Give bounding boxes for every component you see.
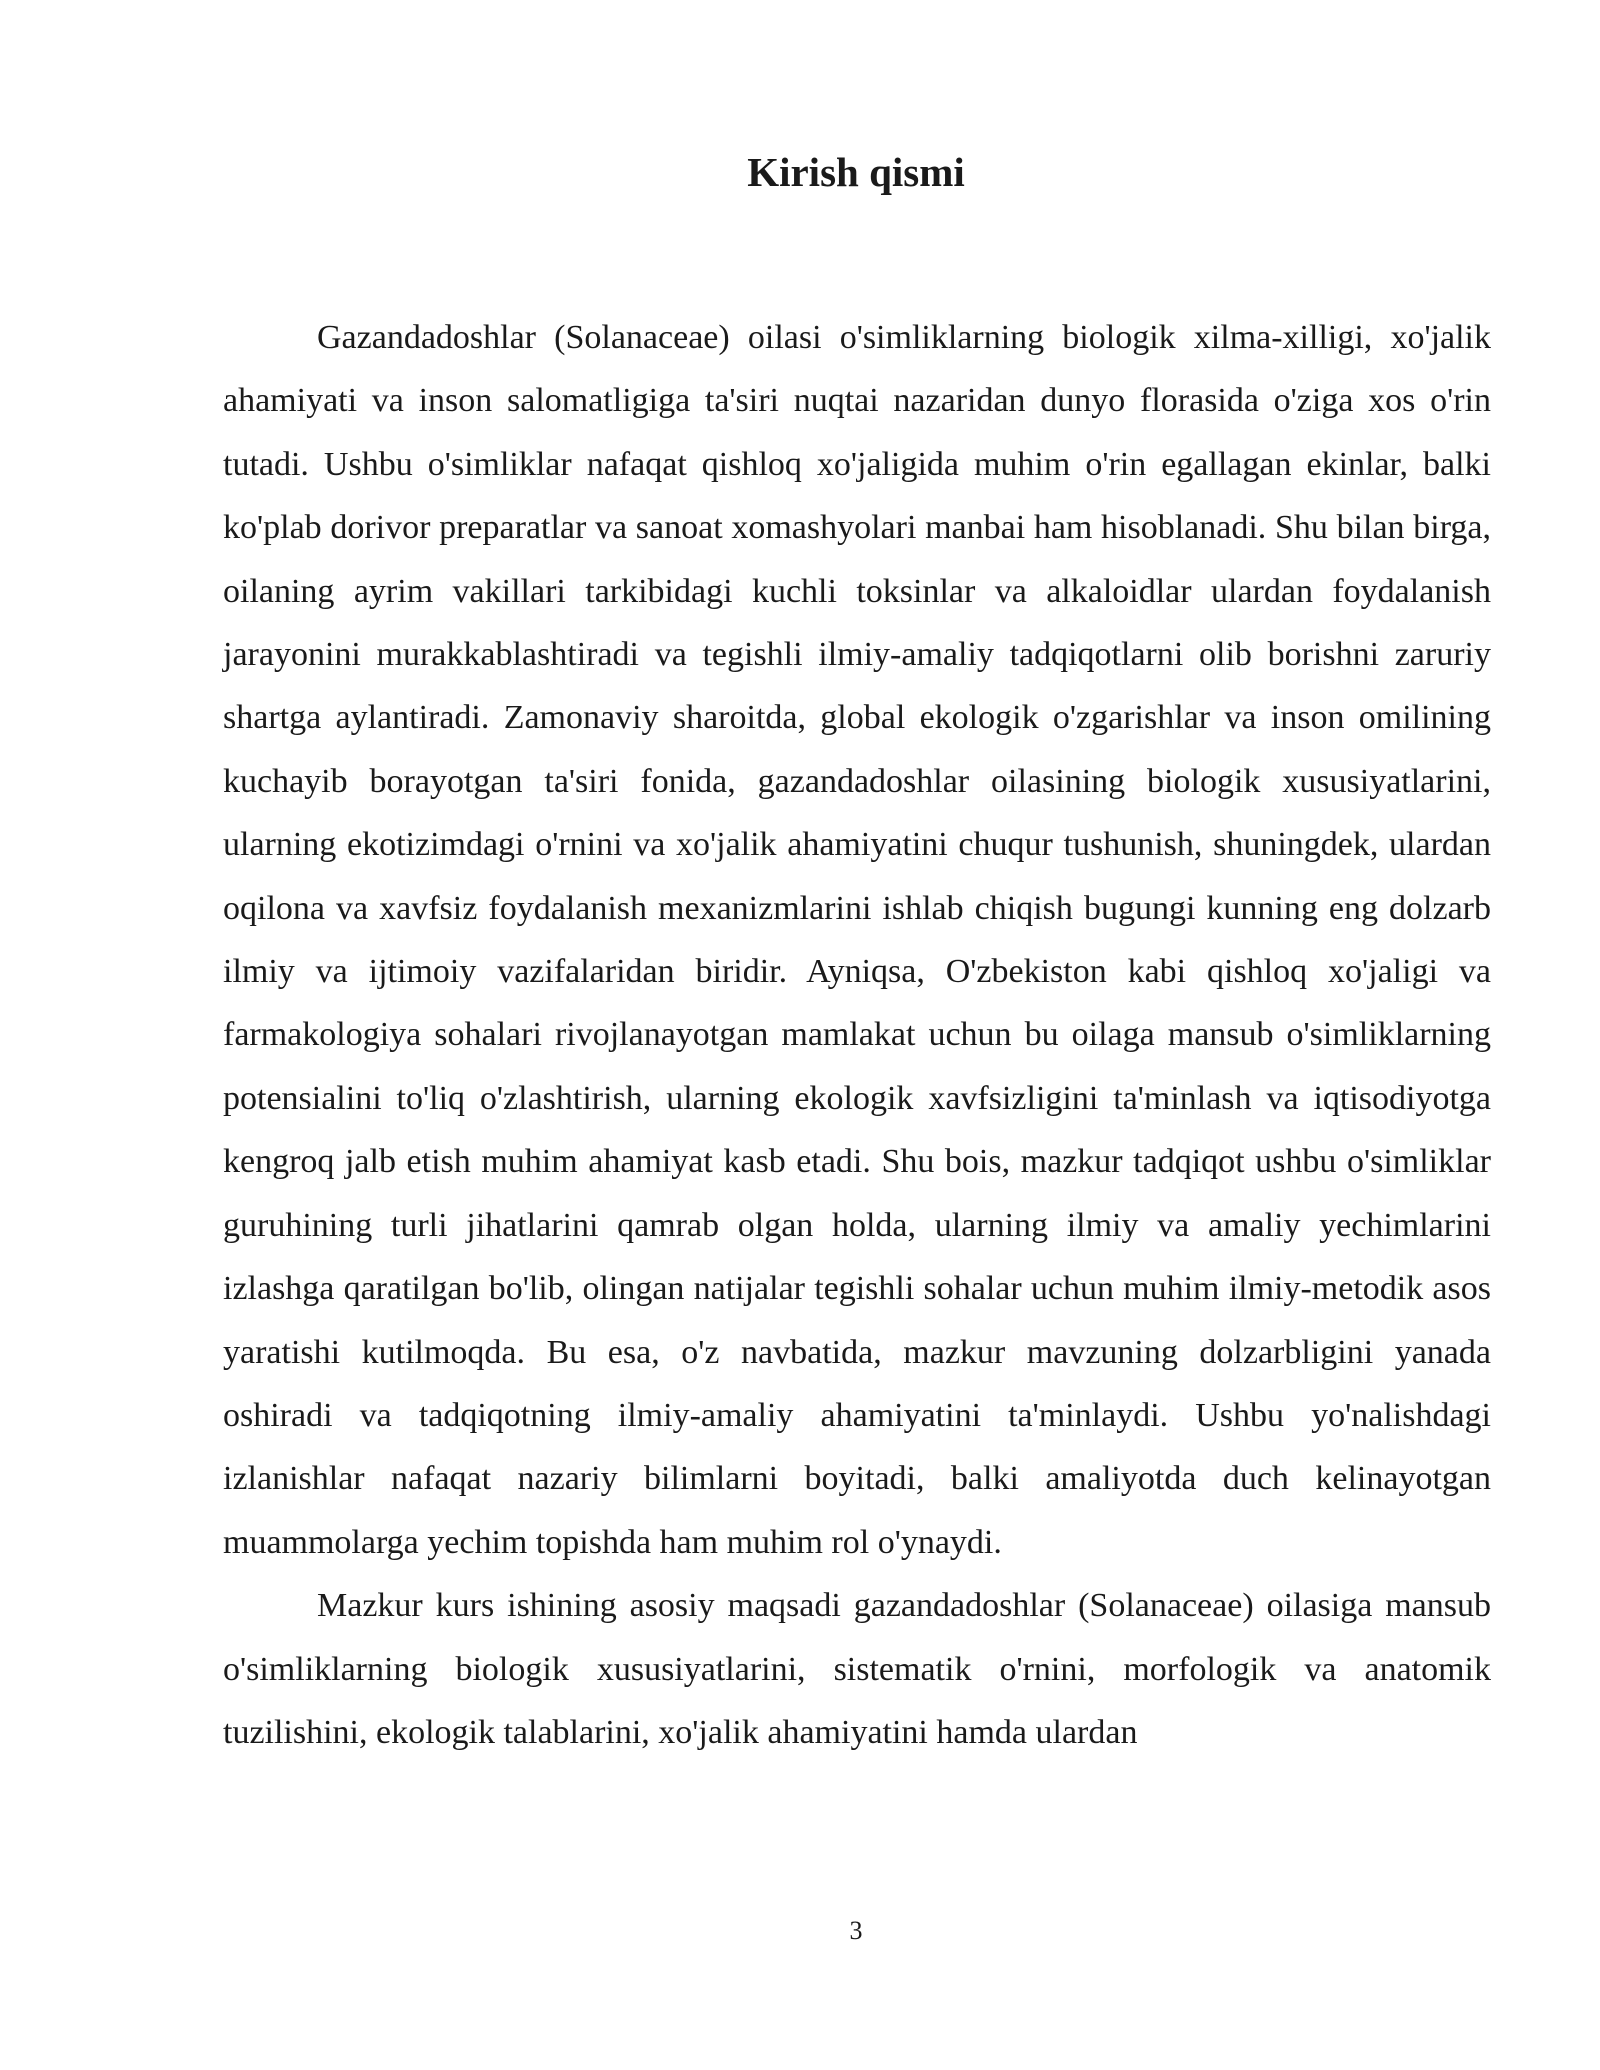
paragraph-purpose: Mazkur kurs ishining asosiy maqsadi gazandadoshlar (Solanaceae) oilasiga mansub o'simliklarning biologik xususiyatlarini, sistematik o'rnini, morfologik va anatomik tuzilishini, ekologik talablarini, xo'jalik ahamiyatini hamda ulardan: [223, 1587, 1491, 1751]
paragraph-introduction: Gazandadoshlar (Solanaceae) oilasi o'simliklarning biologik xilma-xilligi, xo'jalik ahamiyati va inson salomatligiga ta'siri nuqtai nazaridan dunyo florasida o'ziga xos o'rin tutadi. Ushbu o'simliklar nafaqat qishloq xo'jaligida muhim o'rin egallagan ekinlar, balki ko'plab dorivor preparatlar va sanoat xomashyolari manbai ham hisoblanadi. Shu bilan birga, oilaning ayrim vakillari tarkibidagi kuchli toksinlar va alkaloidlar ulardan foydalanish jarayonini murakkablashtiradi va tegishli ilmiy-amaliy tadqiqotlarni olib borishni zaruriy shartga aylantiradi. Zamonaviy sharoitda, global ekologik o'zgarishlar va inson omilining kuchayib borayotgan ta'siri fonida, gazandadoshlar oilasining biologik xususiyatlarini, ularning ekotizimdagi o'rnini va xo'jalik ahamiyatini chuqur tushunish, shuningdek, ulardan oqilona va xavfsiz foydalanish mexanizmlarini ishlab chiqish bugungi kunning eng dolzarb ilmiy va ijtimoiy vazifalaridan biridir. Ayniqsa, O'zbekiston kabi qishloq xo'jaligi va farmakologiya sohalari rivojlanayotgan mamlakat uchun bu oilaga mansub o'simliklarning potensialini to'liq o'zlashtirish, ularning ekologik xavfsizligini ta'minlash va iqtisodiyotga kengroq jalb etish muhim ahamiyat kasb etadi. Shu bois, mazkur tadqiqot ushbu o'simliklar guruhining turli jihatlarini qamrab olgan holda, ularning ilmiy va amaliy yechimlarini izlashga qaratilgan bo'lib, olingan natijalar tegishli sohalar uchun muhim ilmiy-metodik asos yaratishi kutilmoqda. Bu esa, o'z navbatida, mazkur mavzuning dolzarbligini yanada oshiradi va tadqiqotning ilmiy-amaliy ahamiyatini ta'minlaydi. Ushbu yo'nalishdagi izlanishlar nafaqat nazariy bilimlarni boyitadi, balki amaliyotda duch kelinayotgan muammolarga yechim topishda ham muhim rol o'ynaydi.: [223, 319, 1491, 1561]
page-number: 3: [849, 1916, 863, 1945]
body-text: [223, 306, 1491, 1764]
page-title: Kirish qismi: [747, 149, 965, 195]
